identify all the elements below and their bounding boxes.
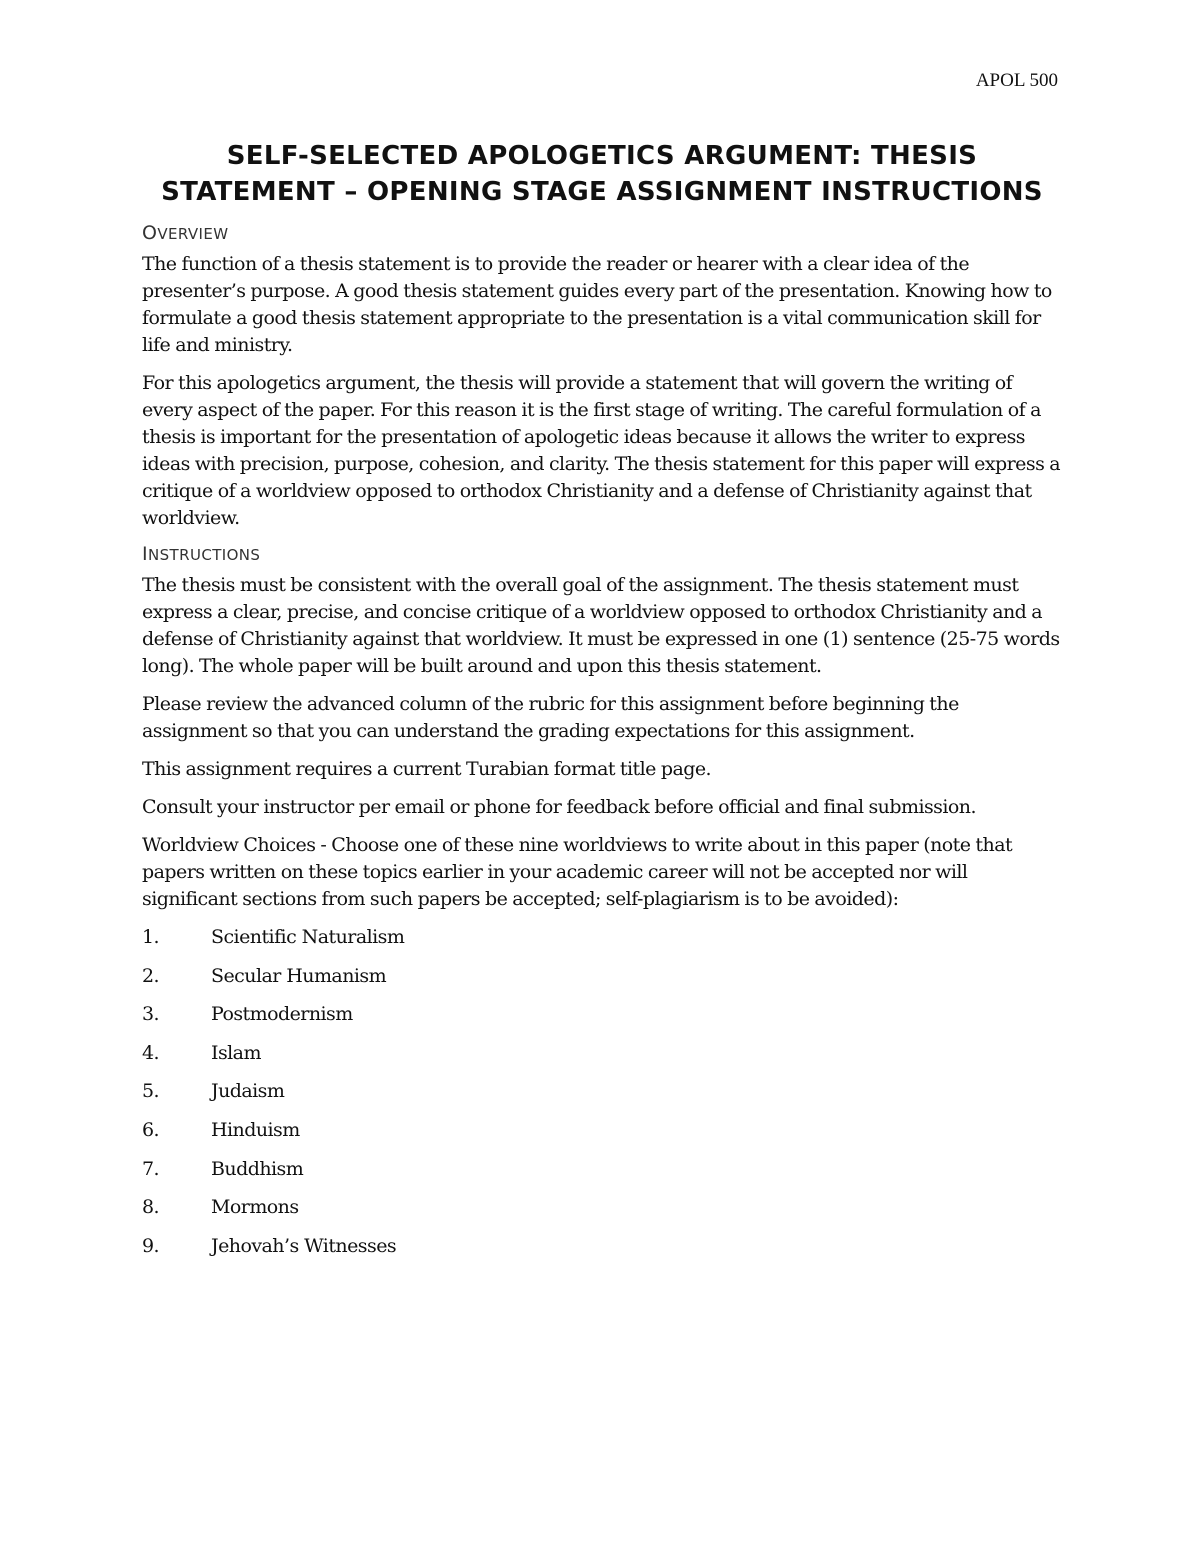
list-item <box>142 963 1062 990</box>
list-item-number: 9. <box>142 1234 160 1257</box>
instructions-paragraph: This assignment requires a current Turabian format title page. <box>142 758 712 780</box>
instructions-paragraph: Please review the advanced column of the rubric for this assignment before beginning the assignment so that you can understand the grading expectations for this assignment. <box>142 693 959 742</box>
list-item <box>142 1078 1062 1105</box>
document-title: SELF-SELECTED APOLOGETICS ARGUMENT: THESIS STATEMENT – OPENING STAGE ASSIGNMENT INSTRUCTIONS <box>161 141 1043 207</box>
overview-heading-rest: VERVIEW <box>157 225 229 243</box>
list-item-number: 6. <box>142 1118 160 1141</box>
list-item-label: Postmodernism <box>211 1003 353 1026</box>
list-item-number: 5. <box>142 1080 160 1103</box>
list-item-number: 8. <box>142 1196 160 1219</box>
list-item-label: Islam <box>211 1041 261 1064</box>
list-item <box>142 924 1062 951</box>
document-body <box>142 138 1062 1271</box>
list-item-label: Buddhism <box>211 1157 304 1180</box>
list-item <box>142 1233 1062 1260</box>
list-item-number: 2. <box>142 964 160 987</box>
instructions-paragraph: The thesis must be consistent with the overall goal of the assignment. The thesis statement must express a clear, precise, and concise critique of a worldview opposed to orthodox Christianity and a defense of Christianity against that worldview. It must be expressed in one (1) sentence (25-75 words long). The whole paper will be built around and upon this thesis statement. <box>142 574 1060 677</box>
list-item-label: Jehovah’s Witnesses <box>211 1234 397 1257</box>
worldview-choices-list <box>142 924 1062 1260</box>
list-item <box>142 1001 1062 1028</box>
list-item-label: Hinduism <box>211 1118 300 1141</box>
instructions-heading-initial: I <box>142 543 149 565</box>
overview-paragraph: For this apologetics argument, the thesis will provide a statement that will govern the writing of every aspect of the paper. For this reason it is the first stage of writing. The careful formulation of a thesis is important for the presentation of apologetic ideas because it allows the writer to express ideas with precision, purpose, cohesion, and clarity. The thesis statement for this paper will express a critique of a worldview opposed to orthodox Christianity and a defense of Christianity against that worldview. <box>142 372 1061 529</box>
overview-heading <box>142 222 1062 245</box>
list-item-label: Secular Humanism <box>211 964 387 987</box>
list-item-label: Judaism <box>211 1080 285 1103</box>
overview-heading-initial: O <box>142 222 158 244</box>
list-item-number: 1. <box>142 926 160 948</box>
overview-paragraph: The function of a thesis statement is to provide the reader or hearer with a clear idea of the presenter’s purpose. A good thesis statement guides every part of the presentation. Knowing how to formulate a good thesis statement appropriate to the presentation is a vital communication skill for life and ministry. <box>142 253 1052 356</box>
list-item <box>142 1117 1062 1144</box>
list-item <box>142 1040 1062 1067</box>
list-item <box>142 1156 1062 1183</box>
list-item-number: 7. <box>142 1157 160 1180</box>
list-item-label: Mormons <box>211 1196 299 1219</box>
instructions-heading-rest: NSTRUCTIONS <box>148 546 261 564</box>
instructions-paragraph: Worldview Choices - Choose one of these nine worldviews to write about in this paper (note that papers written on these topics earlier in your academic career will not be accepted nor will significant sections from such papers be accepted; self-plagiarism is to be avoided): <box>142 834 1013 910</box>
list-item-label: Scientific Naturalism <box>211 926 405 948</box>
list-item <box>142 1194 1062 1221</box>
instructions-paragraph: Consult your instructor per email or phone for feedback before official and final submission. <box>142 796 976 818</box>
list-item-number: 3. <box>142 1003 160 1026</box>
course-code: APOL 500 <box>975 70 1058 91</box>
list-item-number: 4. <box>142 1041 160 1064</box>
instructions-heading <box>142 543 1062 566</box>
